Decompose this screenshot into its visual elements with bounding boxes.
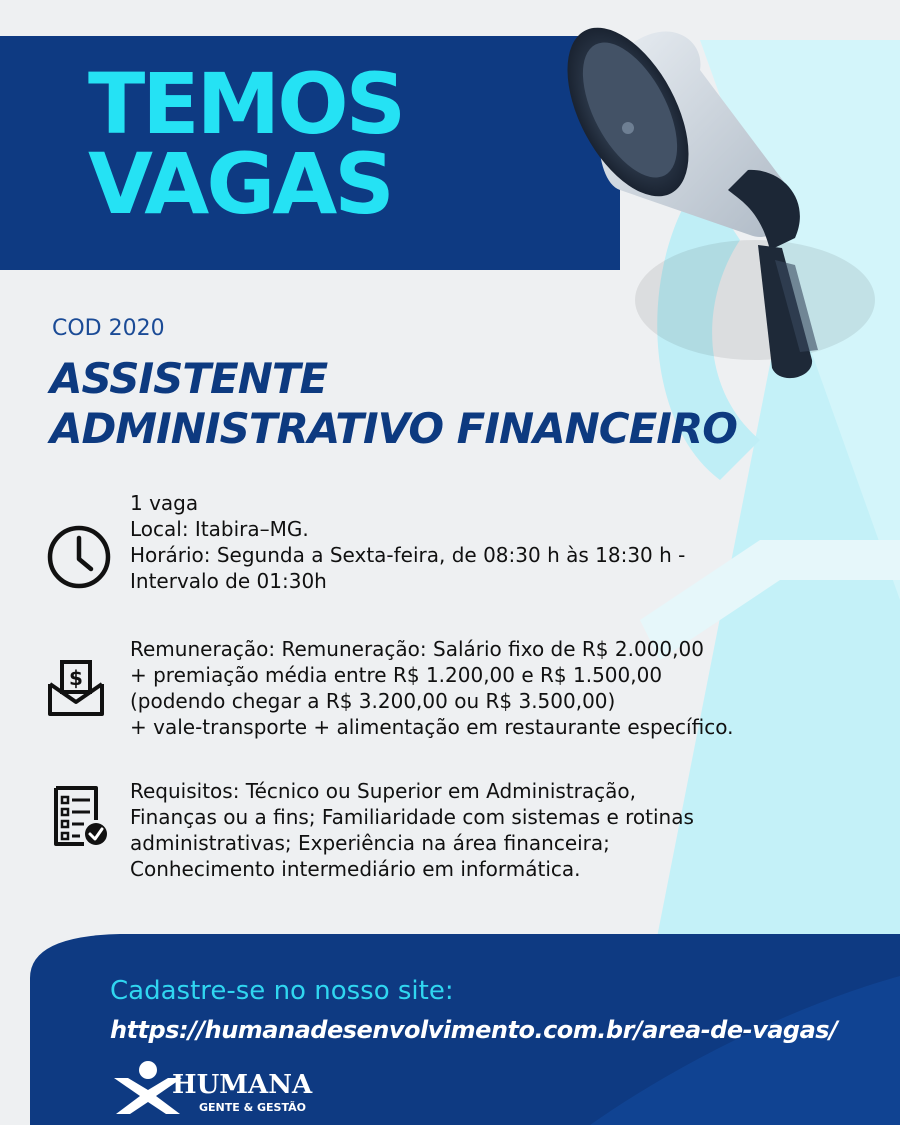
remuneration-line: + premiação média entre R$ 1.200,00 e R$ 1.500,00 [130, 663, 663, 687]
clock-icon [44, 522, 114, 592]
remuneration-block [130, 636, 733, 740]
requirements-line: administrativas; Experiência na área financeira; [130, 831, 610, 855]
remuneration-line: + vale-transporte + alimentação em restaurante específico. [130, 715, 734, 739]
svg-text:$: $ [69, 666, 83, 690]
footer-url-link[interactable]: https://humanadesenvolvimento.com.br/area-de-vagas/ [110, 1016, 838, 1044]
money-envelope-icon [46, 656, 106, 718]
requirements-line: Requisitos: Técnico ou Superior em Administração, [130, 779, 637, 803]
job-title-line2: ADMINISTRATIVO FINANCEIRO [50, 404, 737, 453]
requirements-line: Conhecimento intermediário em informática. [130, 857, 581, 881]
job-title-line1: ASSISTENTE [50, 354, 328, 403]
remuneration-line: Remuneração: Remuneração: Salário fixo de R$ 2.000,00 [130, 637, 704, 661]
details-block [130, 490, 685, 594]
hero-title-line1: TEMOS [88, 55, 404, 153]
footer-cta: Cadastre-se no nosso site: [110, 976, 454, 1006]
details-line: Horário: Segunda a Sexta-feira, de 08:30 h às 18:30 h - [130, 543, 686, 567]
job-title [50, 354, 737, 454]
hero-title-line2: VAGAS [88, 135, 392, 233]
brand-tagline: GENTE & GESTÃO [199, 1101, 306, 1114]
details-line: 1 vaga [130, 491, 199, 515]
job-code: COD 2020 [52, 316, 165, 341]
details-line: Local: Itabira–MG. [130, 517, 309, 541]
details-line: Intervalo de 01:30h [130, 569, 327, 593]
hero-title [88, 55, 404, 233]
requirements-block [130, 778, 694, 882]
remuneration-line: (podendo chegar a R$ 3.200,00 ou R$ 3.500,00) [130, 689, 616, 713]
checklist-icon [50, 784, 110, 850]
brand-name: HUMANA [172, 1070, 313, 1100]
megaphone-icon [520, 0, 900, 400]
requirements-line: Finanças ou a fins; Familiaridade com sistemas e rotinas [130, 805, 694, 829]
